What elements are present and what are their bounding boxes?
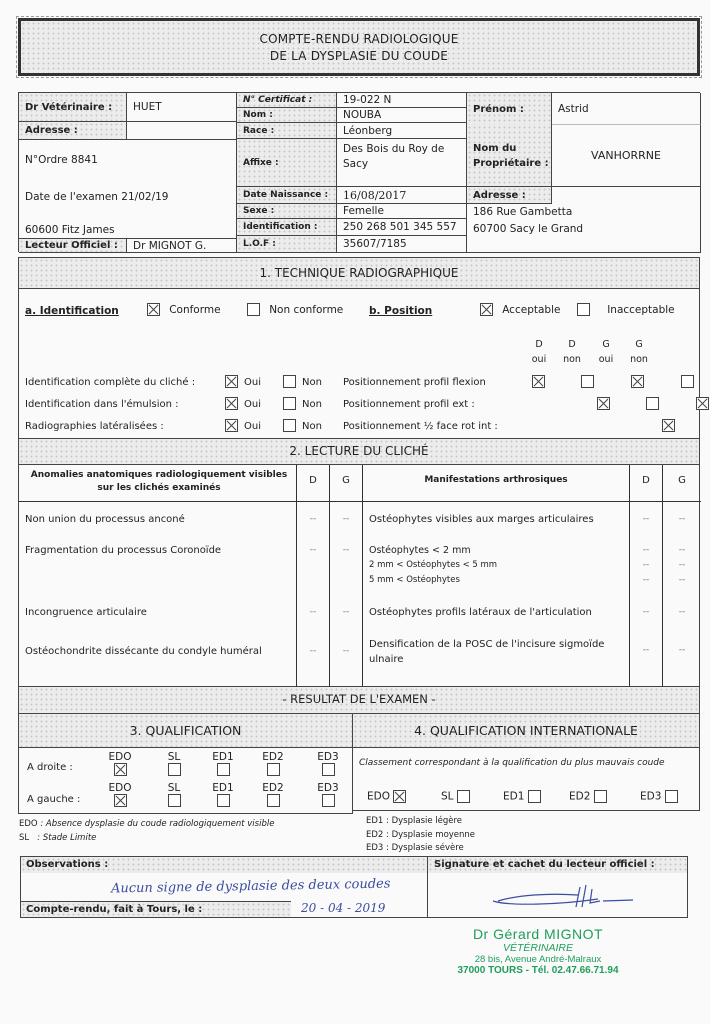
race-label: Race : [237, 123, 337, 139]
left-col-d: D [309, 475, 317, 486]
row-3-oui[interactable]: Oui [225, 419, 261, 432]
inacceptable-option[interactable]: Inacceptable [577, 303, 675, 316]
adresse-blank [127, 122, 237, 140]
anomaly-4-g: -- [342, 646, 350, 656]
manif-3-g: -- [678, 560, 686, 570]
row-1-d-oui-checkbox[interactable] [532, 375, 545, 388]
manif-3-d: -- [642, 560, 650, 570]
manifestation-row: Ostéophytes profils latéraux de l'articulation [369, 607, 592, 618]
document-title [18, 18, 700, 76]
intl-ed2-checkbox[interactable] [594, 790, 607, 803]
row-1-non-checkbox[interactable] [283, 375, 296, 388]
manif-6-g: -- [678, 645, 686, 655]
prenom-value: Astrid [552, 93, 701, 125]
manif-4-d: -- [642, 575, 650, 585]
acceptable-option[interactable]: Acceptable [480, 303, 560, 316]
vet-address-block [19, 140, 237, 238]
droite-ed2-checkbox[interactable] [267, 763, 280, 776]
legend-left: EDO : Absence dysplasie du coude radiologiquement visible SL : Stade Limite [19, 819, 275, 843]
nom-label: Nom : [237, 108, 337, 123]
race-value: Léonberg [337, 123, 467, 139]
prenom-label: Prénom : [467, 93, 552, 125]
anomaly-row: Incongruence articulaire [25, 607, 147, 618]
non-conforme-checkbox[interactable] [247, 303, 260, 316]
col-header-d-non: D non [563, 339, 581, 365]
observations-value[interactable]: Aucun signe de dysplasie des deux coudes [110, 876, 391, 897]
anomaly-3-g: -- [342, 607, 350, 617]
technique-section [18, 289, 700, 439]
gauche-edo-checkbox[interactable] [114, 794, 127, 807]
a-gauche-label: A gauche : [27, 794, 81, 805]
naissance-label: Date Naissance : [237, 187, 337, 204]
intl-edo-checkbox[interactable] [393, 790, 406, 803]
droite-sl[interactable]: SL [161, 751, 187, 776]
intl-ed1-checkbox[interactable] [528, 790, 541, 803]
droite-sl-checkbox[interactable] [168, 763, 181, 776]
manif-2-g: -- [678, 545, 686, 555]
col-header-d-oui: D oui [531, 339, 547, 365]
intl-edo[interactable]: EDO [367, 790, 406, 803]
row-1-d-non-checkbox[interactable] [581, 375, 594, 388]
left-col-g: G [342, 475, 350, 486]
lecture-table [18, 465, 700, 687]
manif-6-d: -- [642, 645, 650, 655]
droite-ed1[interactable]: ED1 [210, 751, 236, 776]
nom-value: NOUBA [337, 108, 467, 123]
conforme-checkbox[interactable] [147, 303, 160, 316]
stamp-city-phone: 37000 TOURS - Tél. 02.47.66.71.94 [457, 965, 619, 976]
manif-1-g: -- [678, 514, 686, 524]
intl-sl[interactable]: SL [441, 790, 470, 803]
stamp-address: 28 bis, Avenue André-Malraux [474, 954, 602, 965]
proprietaire-label: Nom du Propriétaire : [467, 125, 552, 187]
proprietaire-value: VANHORRNE [552, 125, 701, 187]
non-conforme-option[interactable]: Non conforme [247, 303, 343, 316]
manifestation-row: Ostéophytes visibles aux marges articulaires [369, 514, 594, 525]
manifestation-row: 5 mm < Ostéophytes [369, 575, 460, 585]
title-line-1: COMPTE-RENDU RADIOLOGIQUE [259, 32, 459, 46]
owner-address-line2: 60700 Sacy le Grand [473, 223, 584, 235]
observations-block [20, 856, 428, 918]
position-heading: b. Position [369, 305, 433, 317]
certificat-label: N° Certificat : [237, 93, 337, 108]
lof-value: 35607/7185 [337, 236, 467, 253]
naissance-value: 16/08/2017 [337, 187, 467, 204]
affixe-value: Des Bois du Roy de Sacy [337, 139, 467, 187]
lecteur-officiel-label: Lecteur Officiel : [19, 238, 127, 253]
manif-5-d: -- [642, 607, 650, 617]
row-3-d-oui-checkbox[interactable] [662, 419, 675, 432]
droite-edo[interactable]: EDO [107, 751, 133, 776]
lecture-heading: 2. LECTURE DU CLICHÉ [18, 439, 700, 465]
owner-adresse-blank [552, 187, 701, 204]
row-2-d-oui-checkbox[interactable] [597, 397, 610, 410]
anomalies-header: Anomalies anatomiques radiologiquement visibles sur les clichés examinés [30, 470, 288, 493]
acceptable-checkbox[interactable] [480, 303, 493, 316]
certificat-value: 19-022 N [337, 93, 467, 108]
anomaly-row: Ostéochondrite dissécante du condyle huméral [25, 646, 262, 657]
gauche-sl-checkbox[interactable] [168, 794, 181, 807]
gauche-ed1-checkbox[interactable] [217, 794, 230, 807]
droite-ed2[interactable]: ED2 [260, 751, 286, 776]
manifestation-row: Ostéophytes < 2 mm [369, 545, 471, 556]
qualification-heading: 3. QUALIFICATION [18, 714, 353, 748]
intl-qualification-panel [353, 748, 700, 811]
resultat-heading: - RESULTAT DE L'EXAMEN - [18, 687, 700, 714]
manif-2-d: -- [642, 545, 650, 555]
droite-ed3[interactable]: ED3 [315, 751, 341, 776]
inacceptable-checkbox[interactable] [577, 303, 590, 316]
row-3-non[interactable]: Non [283, 419, 322, 432]
adresse-label: Adresse : [19, 122, 127, 140]
technique-heading: 1. TECHNIQUE RADIOGRAPHIQUE [18, 257, 700, 289]
intl-ed3-checkbox[interactable] [665, 790, 678, 803]
a-droite-label: A droite : [27, 762, 73, 773]
observations-label: Observations : [21, 857, 427, 873]
anomaly-3-d: -- [309, 607, 317, 617]
anomaly-4-d: -- [309, 646, 317, 656]
anomaly-2-d: -- [309, 545, 317, 555]
row-1-oui[interactable]: Oui [225, 375, 261, 388]
row-1-position-label: Positionnement profil flexion [343, 377, 486, 388]
gauche-ed3-checkbox[interactable] [322, 794, 335, 807]
intl-ed3[interactable]: ED3 [640, 790, 678, 803]
row-2-d-non-checkbox[interactable] [646, 397, 659, 410]
droite-ed3-checkbox[interactable] [322, 763, 335, 776]
manifestations-header: Manifestations arthrosiques [424, 475, 568, 485]
intl-qualification-heading: 4. QUALIFICATION INTERNATIONALE [353, 714, 700, 748]
right-col-d: D [642, 475, 650, 486]
row-1-non[interactable]: Non [283, 375, 322, 388]
row-2-non[interactable]: Non [283, 397, 322, 410]
manif-4-g: -- [678, 575, 686, 585]
manifestation-row: 2 mm < Ostéophytes < 5 mm [369, 560, 498, 570]
identification-grid [18, 92, 700, 252]
gauche-ed2[interactable]: ED2 [260, 782, 286, 807]
anomaly-1-g: -- [342, 514, 350, 524]
row-1-g-oui-checkbox[interactable] [631, 375, 644, 388]
row-3-label: Radiographies latéralisées : [25, 421, 164, 432]
intl-caption: Classement correspondant à la qualification du plus mauvais coude [359, 758, 665, 768]
row-2-oui[interactable]: Oui [225, 397, 261, 410]
stamp-title: VÉTÉRINAIRE [502, 942, 573, 954]
row-1-g-non-checkbox[interactable] [681, 375, 694, 388]
anomaly-1-d: -- [309, 514, 317, 524]
signature-label: Signature et cachet du lecteur officiel : [428, 857, 687, 873]
vet-city: 60600 Fitz James [25, 224, 115, 236]
row-2-g-oui-checkbox[interactable] [696, 397, 709, 410]
compte-rendu-date[interactable]: 20 - 04 - 2019 [301, 901, 386, 915]
gauche-ed2-checkbox[interactable] [267, 794, 280, 807]
identification-value: 250 268 501 345 557 [337, 219, 467, 236]
droite-edo-checkbox[interactable] [114, 763, 127, 776]
gauche-ed1[interactable]: ED1 [210, 782, 236, 807]
identification-label: Identification : [237, 219, 337, 236]
anomaly-2-g: -- [342, 545, 350, 555]
anomaly-row: Non union du processus anconé [25, 514, 185, 525]
anomaly-row: Fragmentation du processus Coronoïde [25, 545, 222, 556]
row-2-label: Identification dans l'émulsion : [25, 399, 179, 410]
stamp-name: Dr Gérard MIGNOT [472, 926, 604, 942]
row-2-position-label: Positionnement profil ext : [343, 399, 475, 410]
row-3-oui-checkbox[interactable] [225, 419, 238, 432]
sexe-value: Femelle [337, 204, 467, 219]
sexe-label: Sexe : [237, 204, 337, 219]
right-col-g: G [678, 475, 686, 486]
compte-rendu-label: Compte-rendu, fait à Tours, le : [21, 901, 291, 917]
lecteur-officiel-value: Dr MIGNOT G. [127, 238, 237, 253]
row-1-oui-checkbox[interactable] [225, 375, 238, 388]
manif-1-d: -- [642, 514, 650, 524]
owner-address-line1: 186 Rue Gambetta [473, 206, 573, 218]
identification-heading: a. Identification [25, 305, 119, 317]
gauche-edo[interactable]: EDO [107, 782, 133, 807]
signature-icon [488, 879, 638, 913]
affixe-label: Affixe : [237, 139, 337, 187]
legend-right: ED1 : Dysplasie légère ED2 : Dysplasie moyenne ED3 : Dysplasie sévère [366, 816, 476, 853]
lof-label: L.O.F : [237, 236, 337, 253]
qualification-panel [18, 748, 353, 814]
veterinarian-stamp [448, 926, 628, 976]
row-3-non-checkbox[interactable] [283, 419, 296, 432]
manif-5-g: -- [678, 607, 686, 617]
owner-adresse-label: Adresse : [467, 187, 552, 204]
gauche-sl[interactable]: SL [161, 782, 187, 807]
gauche-ed3[interactable]: ED3 [315, 782, 341, 807]
exam-date: Date de l'examen 21/02/19 [25, 191, 169, 203]
row-2-oui-checkbox[interactable] [225, 397, 238, 410]
row-3-position-label: Positionnement ½ face rot int : [343, 421, 498, 432]
col-header-g-non: G non [630, 339, 648, 365]
col-header-g-oui: G oui [598, 339, 614, 365]
row-1-label: Identification complète du cliché : [25, 377, 196, 388]
intl-ed2[interactable]: ED2 [569, 790, 607, 803]
title-line-2: DE LA DYSPLASIE DU COUDE [269, 49, 449, 63]
droite-ed1-checkbox[interactable] [217, 763, 230, 776]
intl-sl-checkbox[interactable] [457, 790, 470, 803]
manifestation-row: Densification de la POSC de l'incisure sigmoïde ulnaire [369, 639, 605, 665]
signature-block [428, 856, 688, 918]
dr-veterinaire-value: HUET [127, 93, 237, 122]
dr-veterinaire-label: Dr Vétérinaire : [19, 93, 127, 122]
ordre-number: N°Ordre 8841 [25, 154, 98, 166]
owner-address-block [467, 204, 701, 253]
row-2-non-checkbox[interactable] [283, 397, 296, 410]
conforme-option[interactable]: Conforme [147, 303, 221, 316]
intl-ed1[interactable]: ED1 [503, 790, 541, 803]
